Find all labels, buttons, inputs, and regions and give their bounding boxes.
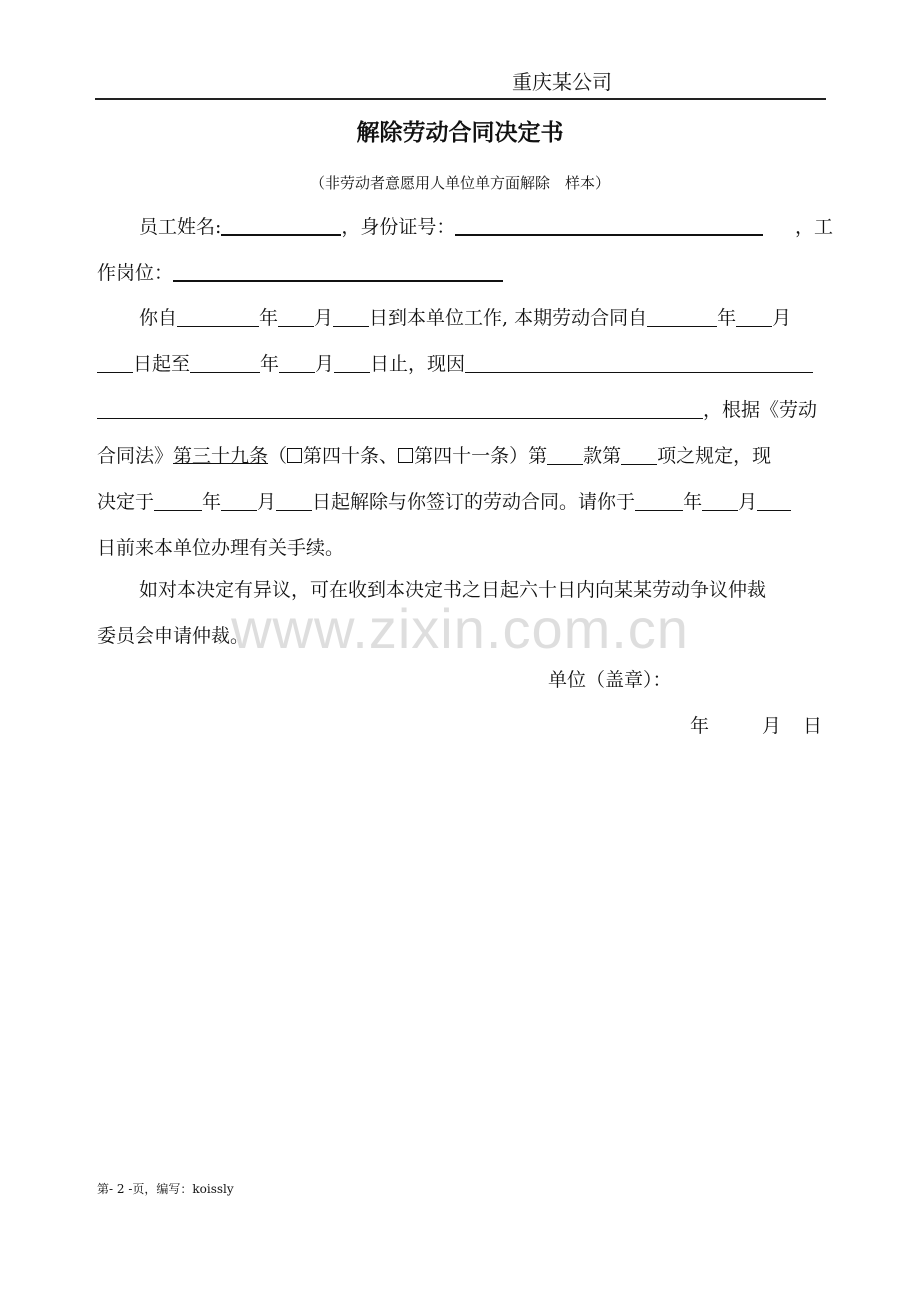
item-blank[interactable] (621, 445, 657, 465)
text-month: 月 (314, 307, 334, 329)
date-day: 日 (803, 715, 823, 737)
visit-day-blank[interactable] (757, 491, 791, 511)
job-post-blank[interactable] (173, 261, 503, 282)
termination-line-6: 日前来本单位办理有关手续。 (97, 537, 345, 559)
text-terminate: 日起解除与你签订的劳动合同。请你于 (312, 491, 636, 513)
end-year-blank[interactable] (190, 353, 260, 373)
unit-seal-label: 单位（盖章）： (548, 669, 672, 691)
text-clause: 款第 (583, 445, 622, 467)
signature-date (690, 711, 822, 738)
text-month: 月 (738, 491, 758, 513)
text-according-to: ，根据《劳动 (703, 399, 818, 421)
termination-line-4 (97, 441, 771, 468)
date-month: 月 (762, 715, 782, 737)
termination-line-2 (97, 349, 813, 376)
text-contract-from: 日到本单位工作, 本期劳动合同自 (369, 307, 648, 329)
employee-info-line-2 (97, 258, 503, 285)
termination-year-blank[interactable] (154, 491, 202, 511)
checkbox-article-40[interactable] (287, 448, 302, 463)
text-contract-law: 合同法》 (97, 445, 174, 467)
clause-blank[interactable] (547, 445, 583, 465)
visit-year-blank[interactable] (635, 491, 683, 511)
text-since: 你自 (139, 307, 178, 329)
article-39: 第三十九条 (173, 445, 269, 467)
reason-blank-2[interactable] (97, 399, 703, 419)
text-month: 月 (315, 353, 335, 375)
id-number-blank[interactable] (455, 215, 763, 236)
text-year: 年 (683, 491, 703, 513)
id-number-label: ，身份证号： (341, 216, 456, 238)
appeal-line-1: 如对本决定有异议，可在收到本决定书之日起六十日内向某某劳动争议仲裁 (139, 579, 767, 601)
job-post-label: 作岗位： (97, 262, 174, 284)
article-40: 第四十条、 (303, 445, 399, 467)
employee-name-label: 员工姓名: (139, 216, 222, 238)
document-subtitle: （非劳动者意愿用人单位单方面解除 样本） (309, 174, 610, 192)
text-item-provision: 项之规定，现 (657, 445, 772, 467)
text-year: 年 (260, 353, 280, 375)
document-title: 解除劳动合同决定书 (356, 120, 564, 146)
start-month-blank[interactable] (278, 307, 314, 327)
termination-line-1 (139, 303, 791, 330)
termination-day-blank[interactable] (276, 491, 312, 511)
text-decide-on: 决定于 (97, 491, 155, 513)
contract-year-blank[interactable] (647, 307, 717, 327)
text-month: 月 (772, 307, 792, 329)
employee-info-line-1 (139, 212, 763, 239)
watermark: www.zixin.com.cn (231, 597, 689, 660)
appeal-line-2: 委员会申请仲裁。 (97, 625, 250, 647)
start-year-blank[interactable] (177, 307, 259, 327)
termination-month-blank[interactable] (221, 491, 257, 511)
text-start-to: 日起至 (133, 353, 191, 375)
date-year: 年 (690, 715, 710, 737)
employee-name-blank[interactable] (221, 215, 341, 236)
termination-line-5 (97, 487, 791, 514)
termination-line-3 (97, 395, 817, 422)
reason-blank-1[interactable] (465, 353, 813, 373)
text-paren: （ (268, 445, 288, 467)
visit-month-blank[interactable] (702, 491, 738, 511)
end-month-blank[interactable] (279, 353, 315, 373)
contract-month-blank[interactable] (736, 307, 772, 327)
text-year: 年 (202, 491, 222, 513)
text-month: 月 (257, 491, 277, 513)
contract-day-blank[interactable] (97, 353, 133, 373)
checkbox-article-41[interactable] (398, 448, 413, 463)
text-year: 年 (717, 307, 737, 329)
line-1-trail: ，工 (795, 216, 834, 238)
text-year: 年 (259, 307, 279, 329)
end-day-blank[interactable] (334, 353, 370, 373)
header-divider (95, 98, 826, 100)
text-reason: 日止，现因 (370, 353, 466, 375)
article-41: 第四十一条）第 (414, 445, 548, 467)
start-day-blank[interactable] (333, 307, 369, 327)
company-name: 重庆某公司 (512, 70, 612, 94)
page-footer: 第- 2 -页，编写：koissly (97, 1182, 234, 1196)
